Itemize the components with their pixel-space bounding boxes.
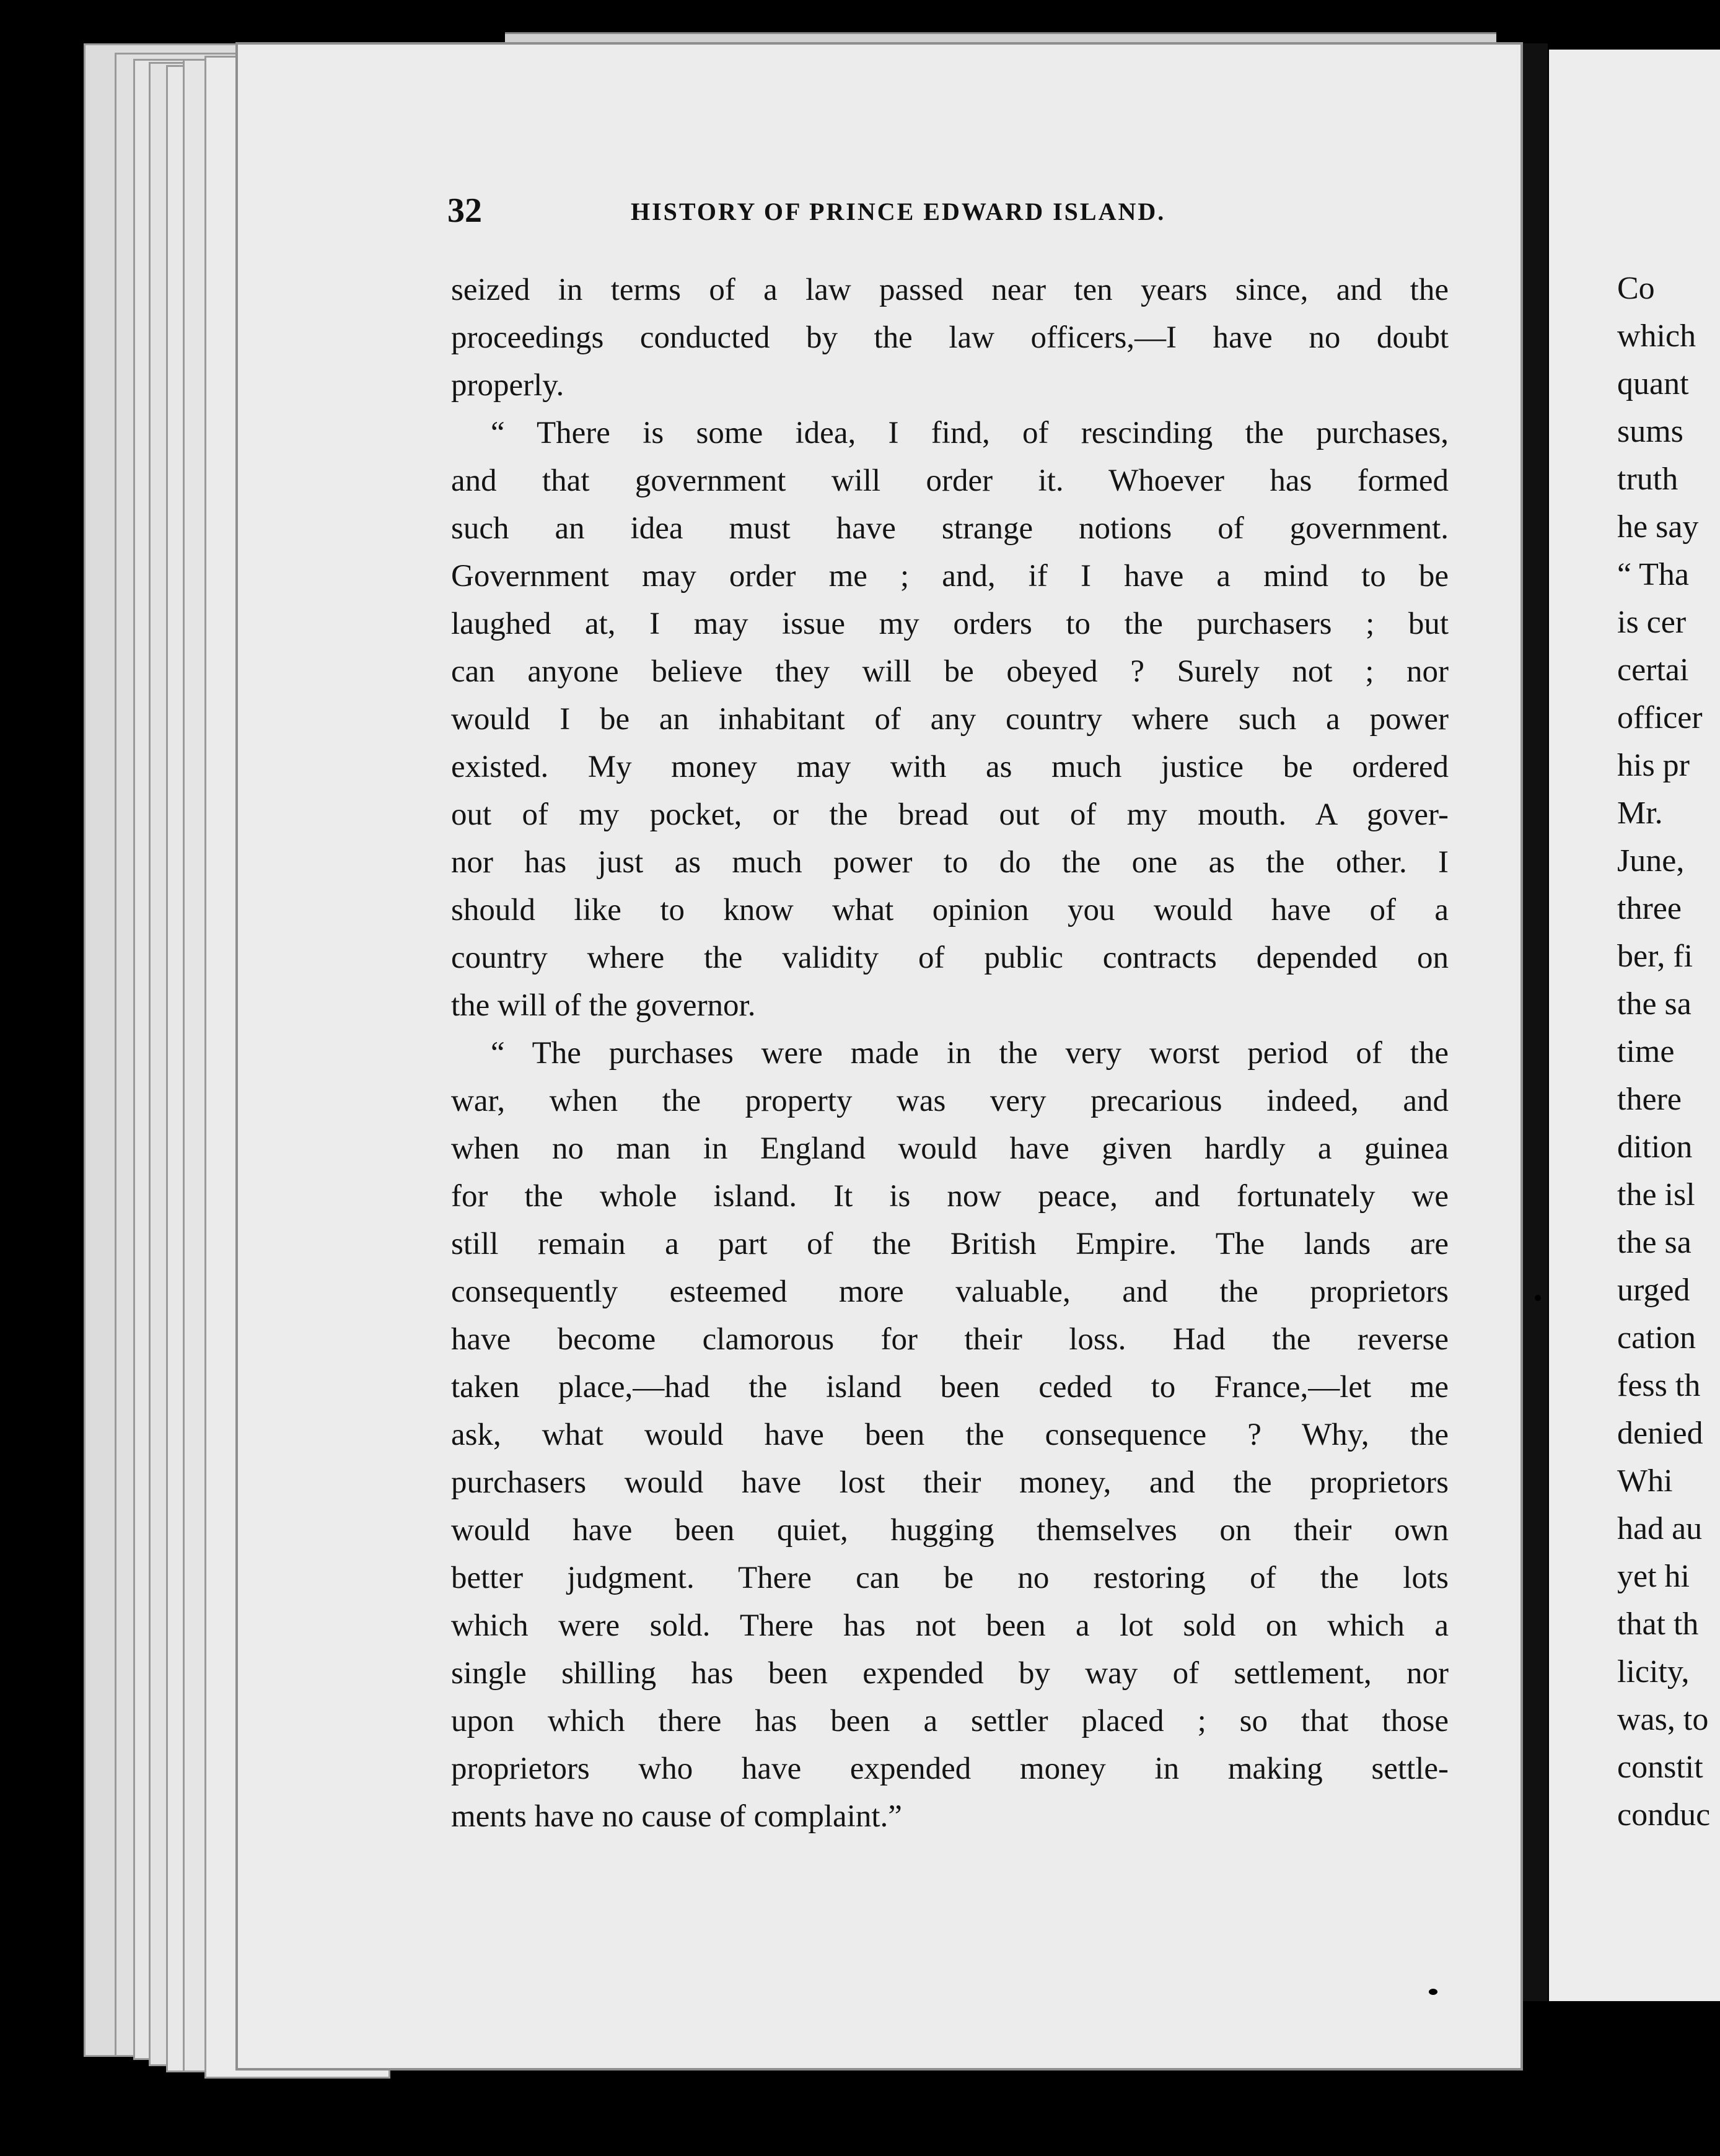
text-line: proceedings conducted by the law officers,—I have no doubt <box>451 320 1449 355</box>
text-line: purchasers would have lost their money, and the proprietors <box>451 1465 1449 1500</box>
text-line: would I be an inhabitant of any country where such a power <box>451 702 1449 737</box>
facing-text-line: cation <box>1617 1320 1696 1356</box>
text-line: proprietors who have expended money in making settle- <box>451 1751 1449 1786</box>
text-line: “ There is some idea, I find, of rescinding the purchases, <box>491 416 1449 450</box>
facing-text-line: the sa <box>1617 1225 1691 1260</box>
facing-text-line: June, <box>1617 843 1685 879</box>
text-line: country where the validity of public contracts depended on <box>451 940 1449 975</box>
facing-text-line: the sa <box>1617 986 1691 1022</box>
text-line: existed. My money may with as much justice be ordered <box>451 750 1449 784</box>
text-line: consequently esteemed more valuable, and the proprietors <box>451 1274 1449 1309</box>
facing-text-line: was, to <box>1617 1702 1709 1737</box>
text-line: seized in terms of a law passed near ten years since, and the <box>451 273 1449 307</box>
text-line: upon which there has been a settler placed ; so that those <box>451 1704 1449 1738</box>
facing-text-line: that th <box>1617 1606 1699 1642</box>
text-line: can anyone believe they will be obeyed ? Surely not ; nor <box>451 654 1449 689</box>
page-number: 32 <box>447 191 482 230</box>
facing-text-line: his pr <box>1617 748 1690 783</box>
text-line: would have been quiet, hugging themselves on their own <box>451 1513 1449 1548</box>
facing-text-line: dition <box>1617 1129 1693 1165</box>
text-line: when no man in England would have given hardly a guinea <box>451 1131 1449 1166</box>
running-head: HISTORY OF PRINCE EDWARD ISLAND. <box>631 198 1166 226</box>
facing-text-line: constit <box>1617 1750 1703 1785</box>
text-line: nor has just as much power to do the one as the other. I <box>451 845 1449 880</box>
text-line: the will of the governor. <box>451 988 756 1023</box>
facing-text-line: conduc <box>1617 1797 1711 1833</box>
text-line: war, when the property was very precarious indeed, and <box>451 1084 1449 1118</box>
facing-text-line: is cer <box>1617 605 1687 640</box>
paragraph <box>451 266 1449 410</box>
dust-speck <box>1535 1295 1541 1301</box>
facing-text-line: had au <box>1617 1511 1703 1546</box>
text-line: have become clamorous for their loss. Had the reverse <box>451 1322 1449 1357</box>
facing-text-line: yet hi <box>1617 1559 1690 1594</box>
book-gutter <box>1523 43 1548 2001</box>
facing-text-line: officer <box>1617 700 1703 735</box>
text-line: laughed at, I may issue my orders to the purchasers ; but <box>451 607 1449 641</box>
facing-text-line: Co <box>1617 271 1655 306</box>
text-line: still remain a part of the British Empire. The lands are <box>451 1227 1449 1261</box>
facing-text-line: “ Tha <box>1617 557 1689 592</box>
dust-speck <box>1429 1989 1437 1995</box>
facing-text-line: Whi <box>1617 1463 1673 1499</box>
text-line: which were sold. There has not been a lot sold on which a <box>451 1608 1449 1643</box>
facing-text-line: the isl <box>1617 1177 1695 1212</box>
text-line: single shilling has been expended by way of settlement, nor <box>451 1656 1449 1691</box>
facing-text-line: three <box>1617 891 1682 926</box>
facing-text-line: denied <box>1617 1416 1703 1451</box>
text-line: for the whole island. It is now peace, and fortunately we <box>451 1179 1449 1214</box>
facing-text-line: which <box>1617 318 1696 354</box>
body-text <box>451 266 1449 1841</box>
text-line: ments have no cause of complaint.” <box>451 1799 902 1834</box>
text-line: better judgment. There can be no restoring of the lots <box>451 1561 1449 1595</box>
facing-text-line: Mr. <box>1617 795 1663 831</box>
facing-text-line: licity, <box>1617 1654 1690 1689</box>
text-line: and that government will order it. Whoever has formed <box>451 463 1449 498</box>
facing-text-line: time <box>1617 1034 1675 1069</box>
facing-text-line: sums <box>1617 414 1683 449</box>
text-line: such an idea must have strange notions of government. <box>451 511 1449 546</box>
text-line: Government may order me ; and, if I have a mind to be <box>451 559 1449 594</box>
facing-text-line: certai <box>1617 652 1689 688</box>
text-line: properly. <box>451 368 564 403</box>
text-line: should like to know what opinion you would have of a <box>451 893 1449 927</box>
facing-text-line: quant <box>1617 366 1689 401</box>
paragraph <box>451 1030 1449 1841</box>
facing-text-line: there <box>1617 1082 1682 1117</box>
text-line: out of my pocket, or the bread out of my mouth. A gover- <box>451 797 1449 832</box>
paragraph <box>451 410 1449 1030</box>
text-line: taken place,—had the island been ceded to France,—let me <box>451 1370 1449 1404</box>
facing-text-line: fess th <box>1617 1368 1701 1403</box>
text-line: ask, what would have been the consequence ? Why, the <box>451 1418 1449 1452</box>
facing-text-line: truth <box>1617 462 1678 497</box>
text-line: “ The purchases were made in the very worst period of the <box>491 1036 1449 1071</box>
facing-text-line: ber, fi <box>1617 939 1693 974</box>
facing-text-line: he say <box>1617 509 1699 545</box>
facing-text-line: urged <box>1617 1273 1690 1308</box>
